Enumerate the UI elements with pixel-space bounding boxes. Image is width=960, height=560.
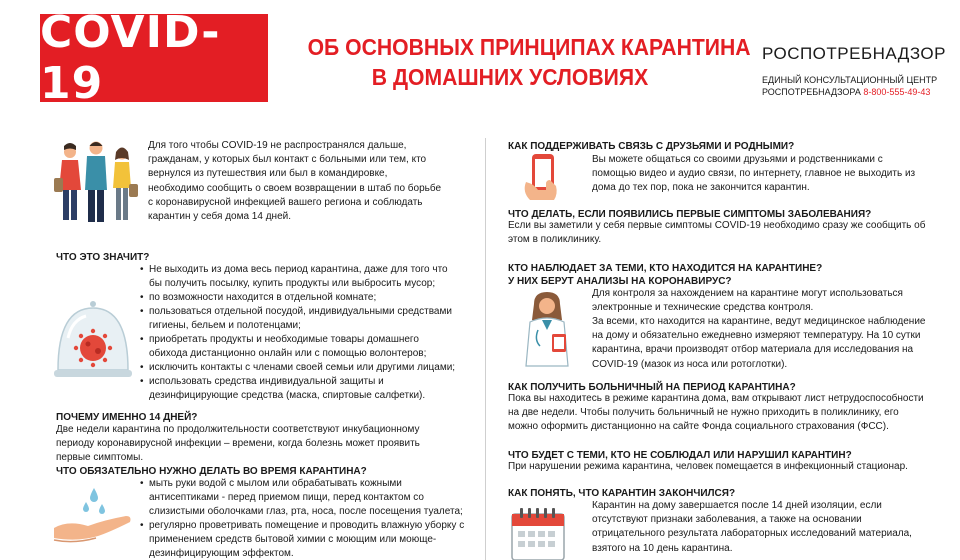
handwash-icon — [50, 484, 136, 554]
phone-icon — [518, 152, 568, 204]
travelers-icon — [50, 138, 140, 226]
first-symptoms-text: Если вы заметили у себя первые симптомы COVID-19 необходимо сразу же сообщить об этом в поликлинику. — [508, 220, 926, 246]
title-line-2: В ДОМАШНИХ УСЛОВИЯХ — [371, 64, 649, 90]
heading-quarantine-end: КАК ПОНЯТЬ, ЧТО КАРАНТИН ЗАКОНЧИЛСЯ? — [508, 488, 736, 499]
hotline-info — [762, 74, 937, 98]
violation-text: При нарушении режима карантина, человек помещается в инфекционный стационар. — [508, 461, 908, 472]
heading-what-to-do: ЧТО ОБЯЗАТЕЛЬНО НУЖНО ДЕЛАТЬ ВО ВРЕМЯ КАРАНТИНА? — [56, 466, 367, 477]
hotline-phone: 8-800-555-49-43 — [863, 87, 931, 97]
page-title — [290, 32, 751, 92]
list-item: • исключить контакты с членами своей семьи или другими лицами; — [140, 361, 460, 375]
heading-keep-in-touch: КАК ПОДДЕРЖИВАТЬ СВЯЗЬ С ДРУЗЬЯМИ И РОДНЫМИ? — [508, 141, 795, 152]
todo-list — [140, 477, 466, 560]
monitoring-text-1: Для контроля за нахождением на карантине могут использоваться электронные и технические средства контроля. — [592, 288, 903, 314]
sick-leave-text: Пока вы находитесь в режиме карантина дома, вам открывают лист нетрудоспособности на две недели. Чтобы получить больничный не нужно приходить в поликлинику, его можно оформить дистанционно на сайте Фонда социального страхования (ФСС). — [508, 393, 924, 433]
keep-in-touch-text: Вы можете общаться со своими друзьями и родственниками с помощью видео и аудио связи, по интернету, главное не выходить из дома до тех пор, пока не закончится карантин. — [592, 154, 916, 194]
hotline-line-2: РОСПОТРЕБНАДЗОРА — [762, 87, 861, 97]
quarantine-end-text: Карантин на дому завершается после 14 дней изоляции, если отсутствуют признаки заболевания, а также на основании отрицательного результата лабораторных исследований материала, взятого на 10 день карантина. — [592, 500, 912, 554]
heading-why-14-days: ПОЧЕМУ ИМЕННО 14 ДНЕЙ? — [56, 412, 198, 423]
hotline-line-1: ЕДИНЫЙ КОНСУЛЬТАЦИОННЫЙ ЦЕНТР — [762, 75, 938, 85]
virus-dome-icon — [50, 298, 136, 384]
doctor-icon — [516, 290, 578, 370]
badge-text: COVID-19 — [40, 7, 221, 109]
list-item: • мыть руки водой с мылом или обрабатывать кожными антисептиками - перед приемом пищи, перед контактом со слизистыми оболочками глаз, рта, носа, после посещения туалета; — [140, 477, 466, 519]
agency-name: РОСПОТРЕБНАДЗОР — [762, 44, 946, 63]
list-item: • приобретать продукты и необходимые товары домашнего обихода дистанционно онлайн или с помощью волонтеров; — [140, 333, 460, 361]
list-item: • регулярно проветривать помещение и проводить влажную уборку с применением средств бытовой химии с моющим или моюще-дезинфицирующим эффектом. — [140, 519, 466, 560]
meaning-list — [140, 263, 460, 403]
heading-violation: ЧТО БУДЕТ С ТЕМИ, КТО НЕ СОБЛЮДАЛ ИЛИ НАРУШИЛ КАРАНТИН? — [508, 450, 852, 461]
covid-badge — [40, 7, 268, 109]
list-item: • Не выходить из дома весь период карантина, даже для того что бы получить посылку, купить продукты или выбросить мусор; — [140, 263, 460, 291]
heading-sick-leave: КАК ПОЛУЧИТЬ БОЛЬНИЧНЫЙ НА ПЕРИОД КАРАНТИНА? — [508, 382, 796, 393]
title-line-1: ОБ ОСНОВНЫХ ПРИНЦИПАХ КАРАНТИНА — [307, 34, 751, 60]
monitoring-text-2: За всеми, кто находится на карантине, ведут медицинское наблюдение на дому и обязательно ежедневно измеряют температуру. На 10 сутки карантина, врачи производят отбор материала для исследования на COVID-19 (мазок из носа или ротоглотки). — [592, 316, 926, 370]
heading-what-it-means: ЧТО ЭТО ЗНАЧИТ? — [56, 252, 150, 263]
heading-monitoring-1: КТО НАБЛЮДАЕТ ЗА ТЕМИ, КТО НАХОДИТСЯ НА КАРАНТИНЕ? — [508, 263, 823, 274]
calendar-icon — [510, 504, 566, 560]
intro-text: Для того чтобы COVID-19 не распространялся дальше, гражданам, у которых был контакт с больными или тем, кто вернулся из путешествия или был в командировке, необходимо сообщить о своем возвращении в штаб по борьбе с коронавирусной инфекцией вашего региона и соблюдать карантин у себя дома 14 дней. — [148, 140, 442, 223]
list-item: • пользоваться отдельной посудой, индивидуальными средствами гигиены, бельем и полотенцами; — [140, 305, 460, 333]
list-item: • использовать средства индивидуальной защиты и дезинфицирующие средства (маска, спиртовые салфетки). — [140, 375, 460, 403]
list-item: • по возможности находится в отдельной комнате; — [140, 291, 460, 305]
column-divider — [485, 138, 486, 560]
heading-monitoring-2: У НИХ БЕРУТ АНАЛИЗЫ НА КОРОНАВИРУС? — [508, 276, 732, 287]
why-14-days-text: Две недели карантина по продолжительности соответствуют инкубационному периоду коронавирусной инфекции – времени, когда болезнь может проявить первые симптомы. — [56, 424, 420, 464]
heading-first-symptoms: ЧТО ДЕЛАТЬ, ЕСЛИ ПОЯВИЛИСЬ ПЕРВЫЕ СИМПТОМЫ ЗАБОЛЕВАНИЯ? — [508, 209, 872, 220]
